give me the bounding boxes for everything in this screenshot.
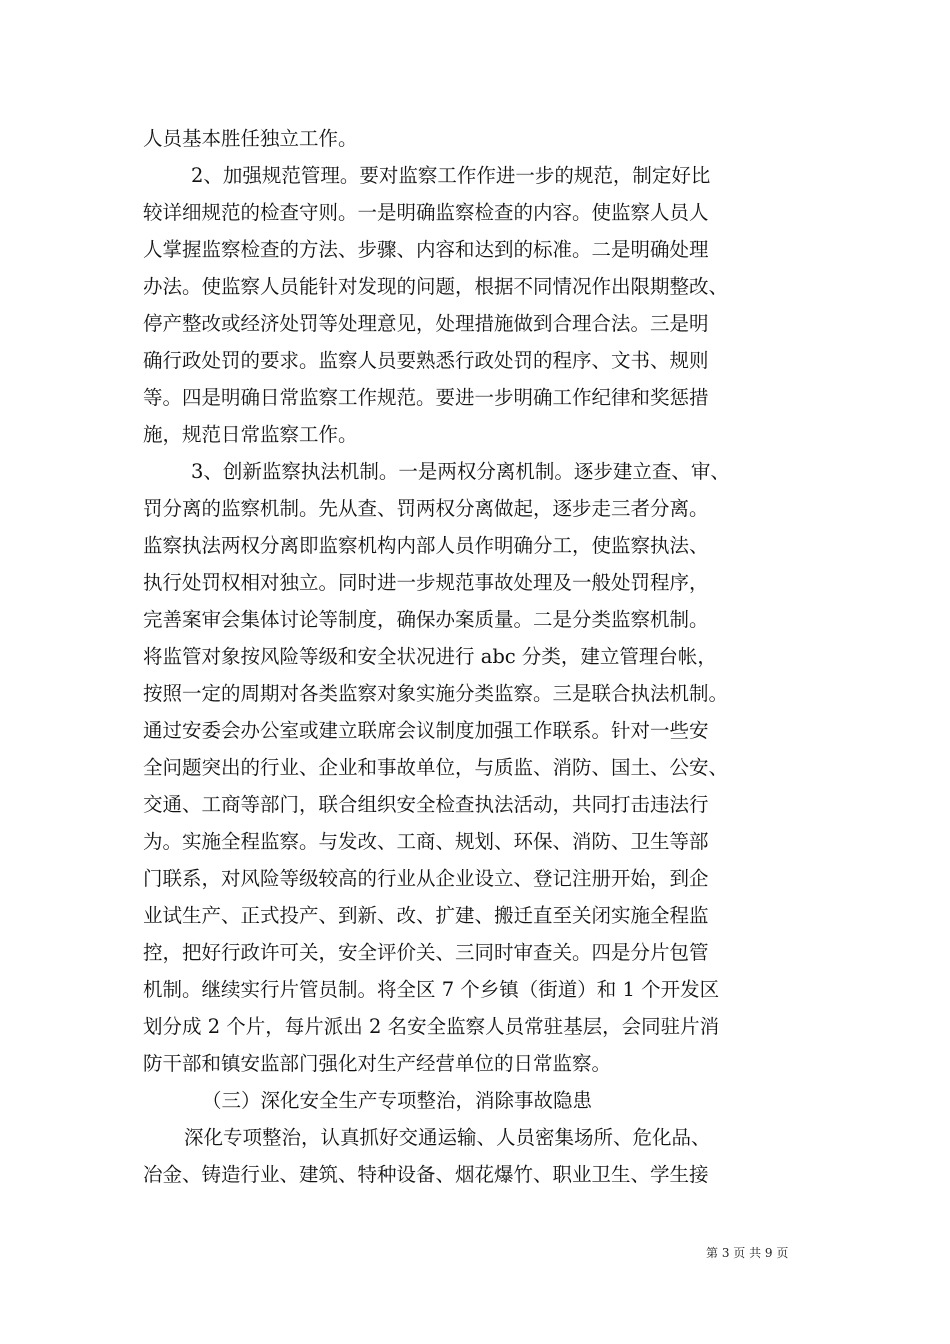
text-line: 按照一定的周期对各类监察对象实施分类监察。三是联合执法机制。 — [143, 682, 729, 705]
text-line: 等。四是明确日常监察工作规范。要进一步明确工作纪律和奖惩措 — [143, 386, 709, 409]
section-heading: （三）深化安全生产专项整治，消除事故隐患 — [202, 1089, 593, 1112]
text-line: 全问题突出的行业、企业和事故单位，与质监、消防、国土、公安、 — [143, 756, 729, 779]
text-line: 通过安委会办公室或建立联席会议制度加强工作联系。针对一些安 — [143, 719, 709, 742]
text-line: 防干部和镇安监部门强化对生产经营单位的日常监察。 — [143, 1052, 612, 1075]
text-line: 较详细规范的检查守则。一是明确监察检查的内容。使监察人员人 — [143, 201, 709, 224]
text-line: 执行处罚权相对独立。同时进一步规范事故处理及一般处罚程序， — [143, 571, 709, 594]
text-line: 罚分离的监察机制。先从查、罚两权分离做起，逐步走三者分离。 — [143, 497, 709, 520]
text-line: 深化专项整治，认真抓好交通运输、人员密集场所、危化品、 — [184, 1126, 711, 1149]
text-line: 交通、工商等部门，联合组织安全检查执法活动，共同打击违法行 — [143, 793, 709, 816]
text-line: 控，把好行政许可关，安全评价关、三同时审查关。四是分片包管 — [143, 941, 709, 964]
text-line: 将监管对象按风险等级和安全状况进行 abc 分类，建立管理台帐， — [143, 645, 717, 668]
text-line: 监察执法两权分离即监察机构内部人员作明确分工，使监察执法、 — [143, 534, 709, 557]
text-line: 完善案审会集体讨论等制度，确保办案质量。二是分类监察机制。 — [143, 608, 709, 631]
text-line: 门联系，对风险等级较高的行业从企业设立、登记注册开始，到企 — [143, 867, 709, 890]
text-line: 施，规范日常监察工作。 — [143, 423, 358, 446]
text-line: 划分成 2 个片，每片派出 2 名安全监察人员常驻基层，会同驻片消 — [143, 1015, 720, 1038]
text-line: 3、创新监察执法机制。一是两权分离机制。逐步建立查、审、 — [191, 460, 730, 483]
text-line: 2、加强规范管理。要对监察工作作进一步的规范，制定好比 — [191, 164, 711, 187]
text-line: 人掌握监察检查的方法、步骤、内容和达到的标准。二是明确处理 — [143, 238, 709, 261]
page-number-footer: 第 3 页 共 9 页 — [706, 1246, 789, 1260]
text-line: 冶金、铸造行业、建筑、特种设备、烟花爆竹、职业卫生、学生接 — [143, 1163, 709, 1186]
text-line: 停产整改或经济处罚等处理意见，处理措施做到合理合法。三是明 — [143, 312, 709, 335]
text-line: 确行政处罚的要求。监察人员要熟悉行政处罚的程序、文书、规则 — [143, 349, 709, 372]
text-line: 业试生产、正式投产、到新、改、扩建、搬迁直至关闭实施全程监 — [143, 904, 709, 927]
text-line: 人员基本胜任独立工作。 — [143, 127, 358, 150]
text-line: 办法。使监察人员能针对发现的问题，根据不同情况作出限期整改、 — [143, 275, 729, 298]
text-line: 机制。继续实行片管员制。将全区 7 个乡镇（街道）和 1 个开发区 — [143, 978, 720, 1001]
text-line: 为。实施全程监察。与发改、工商、规划、环保、消防、卫生等部 — [143, 830, 709, 853]
